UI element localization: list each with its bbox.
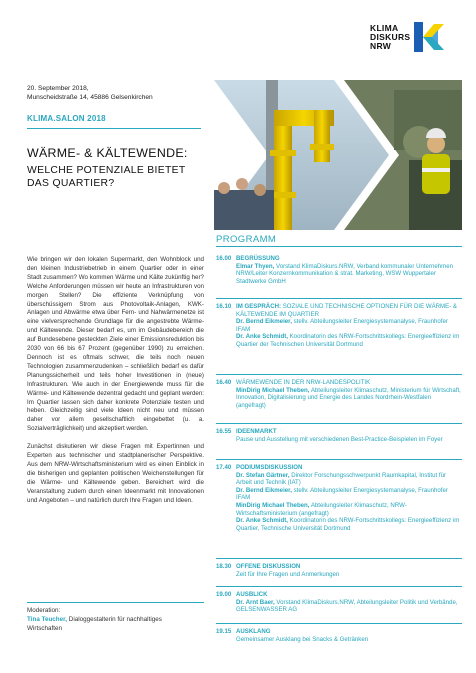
program-time: 19.00: [216, 591, 232, 598]
program-divider: [216, 298, 462, 299]
program-divider: [216, 374, 462, 375]
program-heading: [236, 255, 462, 263]
program-speaker: [236, 502, 462, 517]
program-heading: [236, 428, 462, 436]
speaker-role: Vorstand KlimaDiskurs.NRW, Abteilungsleiter Politik und Verbände, GELSENWASSER AG: [236, 598, 458, 614]
program-time: 16.00: [216, 255, 232, 262]
moderation-label: Moderation:: [27, 607, 61, 614]
program-heading-bold: IM GESPRÄCH:: [236, 303, 282, 310]
moderation-info: [27, 616, 212, 633]
logo-wordmark: [370, 24, 410, 51]
logo: [370, 22, 410, 49]
program-divider: [216, 423, 462, 424]
program-speaker: [236, 487, 462, 502]
program-body: [236, 255, 462, 285]
program-time: 16.10: [216, 303, 232, 310]
program-body: [236, 591, 462, 614]
program-body: [236, 464, 462, 532]
program-heading: [236, 591, 462, 599]
program-divider: [216, 623, 462, 624]
program-heading-bold: AUSKLANG: [236, 628, 271, 635]
program-speaker: [236, 436, 462, 444]
moderator-role-1: Dialoggestalterin für nachhaltiges: [67, 616, 162, 623]
divider: [27, 128, 201, 129]
program-speaker: [236, 472, 462, 487]
hero-photo: [214, 80, 462, 230]
intro-paragraph-2: Zunächst diskutieren wir diese Fragen mit Expertinnen und Experten aus technischer und stadtplanerischer Perspektive. Aus dem NRW-Wirtschaftsministerium wird es einen Einblick in die bisherigen und geplanten politischen Weichenstellungen für die Wärme- und Kältewende geben. Bereichert wird die Veranstaltung zudem durch einen Ideenmarkt mit Innovationen und Angeboten – und natürlich durch Ihre Fragen und Ideen.: [27, 443, 204, 504]
program-body: [236, 563, 462, 578]
program-heading-rest: SOZIALE UND TECHNISCHE OPTIONEN FÜR DIE WÄRME- & KÄLTEWENDE IM QUARTIER: [236, 303, 457, 318]
program-time: 17.40: [216, 464, 232, 471]
logo-line-3: NRW: [370, 41, 392, 51]
logo-line-2: DISKURS: [370, 32, 411, 42]
program-item: [216, 379, 462, 409]
speaker-name: Dr. Anke Schmidt,: [236, 333, 288, 341]
program-heading: [236, 464, 462, 472]
intro-text: [27, 256, 204, 514]
logo-line-1: KLIMA: [370, 23, 399, 33]
program-item: [216, 428, 462, 443]
speaker-name: Elmar Thyen,: [236, 262, 275, 270]
program-heading: [236, 628, 462, 636]
moderator-role-2: Wirtschaften: [27, 624, 62, 632]
program-time: 18.30: [216, 563, 232, 570]
speaker-name: Dr. Bernd Eikmeier,: [236, 318, 292, 326]
event-meta: [27, 84, 153, 102]
speaker-name: MinDirig Michael Theben,: [236, 501, 310, 509]
event-subtitle-line-1: WELCHE POTENZIALE BIETET: [27, 165, 186, 176]
speaker-role: Abteilungsleiter Klimaschutz, Ministerium für Wirtschaft, Innovation, Digitalisierung und Energie des Landes Nordrhein-Westfalen (angefragt): [236, 386, 461, 409]
program-speaker: [236, 636, 462, 644]
event-series: KLIMA.SALON 2018: [27, 114, 106, 123]
program-item: [216, 628, 462, 643]
speaker-name: Dr. Stefan Gärtner,: [236, 471, 290, 479]
logo-mark-icon: [414, 22, 444, 52]
program-body: [236, 628, 462, 643]
program-speaker: [236, 571, 462, 579]
program-speaker: [236, 263, 462, 286]
speaker-role: Pause und Ausstellung mit verschiedenen Best-Practice-Beispielen im Foyer: [236, 435, 443, 443]
speaker-name: Dr. Anke Schmidt,: [236, 517, 288, 525]
program-item: [216, 464, 462, 532]
program-speaker: [236, 517, 462, 532]
program-heading-rest: WÄRMEWENDE IN DER NRW-LANDESPOLITIK: [236, 379, 371, 386]
program-speaker: [236, 318, 462, 333]
program-heading: [236, 303, 462, 318]
program-heading: [236, 563, 462, 571]
program-time: 16.55: [216, 428, 232, 435]
program-time: 16.40: [216, 379, 232, 386]
speaker-role: Zeit für Ihre Fragen und Anmerkungen: [236, 570, 340, 578]
speaker-role: Vorstand KlimaDiskurs.NRW, Verband kommunaler Unternehmen NRW/Leiter Konzernkommunikation & strat. Marketing, WSW Wuppertaler Stadtwerke GmbH: [236, 262, 453, 285]
speaker-role: stellv. Abteilungsleiter Energiesystemanalyse, Fraunhofer IFAM: [236, 318, 448, 333]
program-title: PROGRAMM: [216, 234, 277, 245]
speaker-role: Abteilungsleiter Klimaschutz, NRW-Wirtschaftsministerium (angefragt): [236, 501, 407, 517]
program-heading-bold: AUSBLICK: [236, 591, 268, 598]
program-body: [236, 303, 462, 349]
event-subtitle-line-2: DAS QUARTIER?: [27, 178, 115, 189]
program-divider: [216, 586, 462, 587]
speaker-role: Direktor Forschungsschwerpunkt Raumkapital, Institut für Arbeit und Technik (IAT): [236, 471, 446, 487]
moderator-name: Tina Teucher,: [27, 616, 68, 623]
event-date: 20. September 2018,: [27, 85, 89, 92]
program-speaker: [236, 599, 462, 614]
program-time: 19.15: [216, 628, 232, 635]
program-item: [216, 563, 462, 578]
divider: [27, 602, 204, 603]
program-heading-bold: BEGRÜSSUNG: [236, 255, 280, 262]
program-divider: [216, 459, 462, 460]
speaker-name: Dr. Bernd Eikmeier,: [236, 486, 292, 494]
program-divider: [216, 558, 462, 559]
program-heading-bold: PODIUMSDISKUSSION: [236, 464, 303, 471]
speaker-name: MinDirig Michael Theben,: [236, 386, 310, 394]
program-speaker: [236, 387, 462, 410]
speaker-role: Koordinatorin des NRW-Fortschrittskollegs: Energieeffizienz im Quartier der Technischen Universität Dortmund: [236, 333, 460, 348]
program-heading-bold: OFFENE DISKUSSION: [236, 563, 301, 570]
program-heading: [236, 379, 462, 387]
program-item: [216, 255, 462, 285]
intro-paragraph-1: Wie bringen wir den lokalen Supermarkt, den Wohnblock und den kleinen Industriebetrieb in einem Quartier oder in einer Stadt zusammen? Wo kommen Wärme und Kälte zukünftig her? Welche Anforderungen müssen wir heute an Infrastrukturen von morgen Stellen? Die effiziente Verknüpfung von überschüssigem Strom aus Photovoltaik-Anlagen, KWK-Anlagen und Abwärme etwa über Fern- und Nahwärmenetze ist eine vielversprechende Grundlage für die angestrebte Wärme- und Kältewende. Dieser bedarf es, um im Gebäudebereich die auf Bundesebene gesteckten Ziele einer Emissionsreduktion bis 2030 von 66 bis 67 Prozent (gegenüber 1990) zu erreichen. Dennoch ist es oftmals schwer, die teils noch neuen Technologien zusammenzudenken – schließlich bedarf es dafür Planungssicherheit und teils hoher Investitionen in (neue) Infrastrukturen. Wie auch in der Energiewende muss für die Wärme- und Kältewende dezentral gedacht und geplant werden: Im Quartier lassen sich daher konkrete Potenziale testen und heben. Gleichzeitig sind viele Ideen nicht neu und müssen daher vor allem gesellschaftlich eingebettet (u. a. Sozialverträglichkeit) und akzeptiert werden.: [27, 256, 204, 433]
program-item: [216, 303, 462, 349]
program-body: [236, 379, 462, 409]
event-subtitle: [27, 164, 185, 190]
program-heading-bold: IDEENMARKT: [236, 428, 277, 435]
program-item: [216, 591, 462, 614]
speaker-role: stellv. Abteilungsleiter Energiesystemanalyse, Fraunhofer IFAM: [236, 486, 448, 502]
speaker-role: Koordinatorin des NRW-Fortschrittskollegs: Energieeffizienz im Quartier, Technische Universität Dortmund: [236, 517, 460, 532]
program-speaker: [236, 333, 462, 348]
program-body: [236, 428, 462, 443]
divider: [216, 246, 462, 247]
speaker-name: Dr. Arnt Baer,: [236, 598, 275, 606]
event-title: WÄRME- & KÄLTEWENDE:: [27, 146, 188, 160]
speaker-role: Gemeinsamer Ausklang bei Snacks & Getränken: [236, 635, 369, 643]
event-address: Munscheidstraße 14, 45886 Gelsenkirchen: [27, 94, 153, 101]
